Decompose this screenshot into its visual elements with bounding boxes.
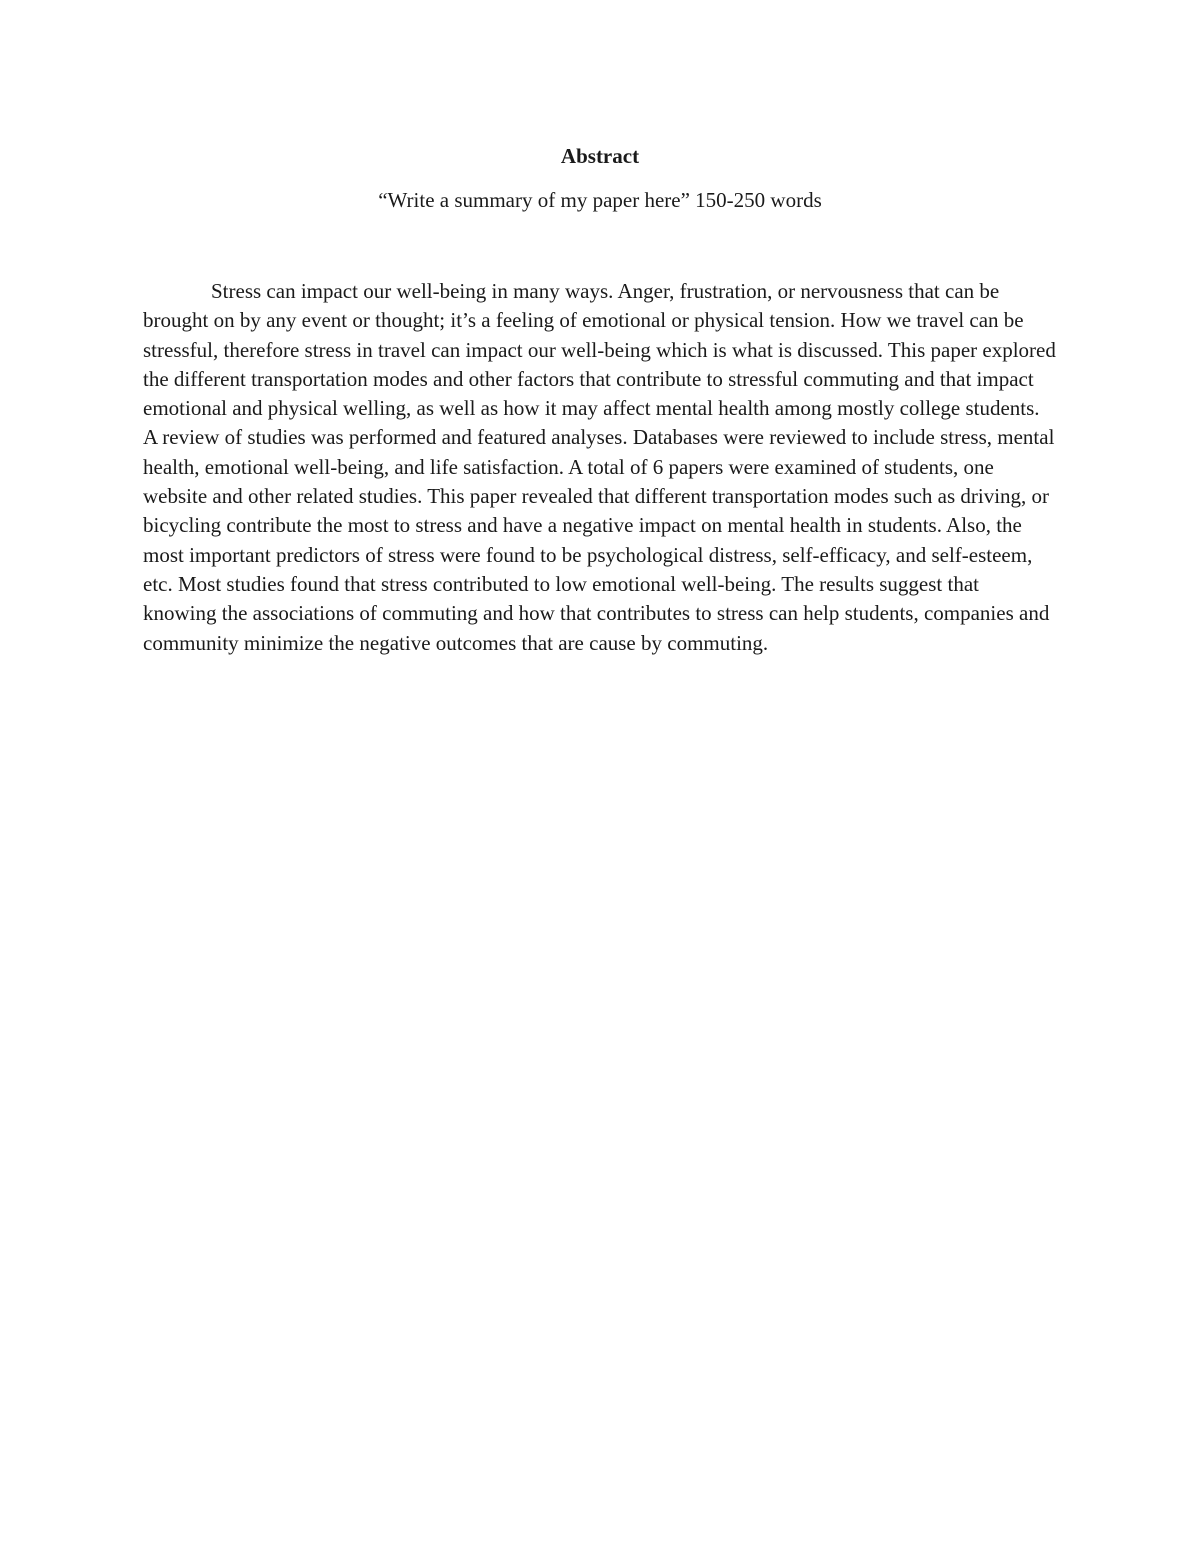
abstract-paragraph: Stress can impact our well-being in many ways. Anger, frustration, or nervousness that can be brought on by any event or thought; it’s a feeling of emotional or physical tension. How we travel can be stressful, therefore stress in travel can impact our well-being which is what is discussed. This paper explored the different transportation modes and other factors that contribute to stressful commuting and that impact emotional and physical welling, as well as how it may affect mental health among mostly college students. A review of studies was performed and featured analyses. Databases were reviewed to include stress, mental health, emotional well-being, and life satisfaction. A total of 6 papers were examined of students, one website and other related studies. This paper revealed that different transportation modes such as driving, or bicycling contribute the most to stress and have a negative impact on mental health in students. Also, the most important predictors of stress were found to be psychological distress, self-efficacy, and self-esteem, etc. Most studies found that stress contributed to low emotional well-being. The results suggest that knowing the associations of commuting and how that contributes to stress can help students, companies and community minimize the negative outcomes that are cause by commuting. [143, 279, 1056, 655]
abstract-instruction: “Write a summary of my paper here” 150-250 words [378, 188, 822, 212]
page-title: Abstract [560, 144, 640, 168]
